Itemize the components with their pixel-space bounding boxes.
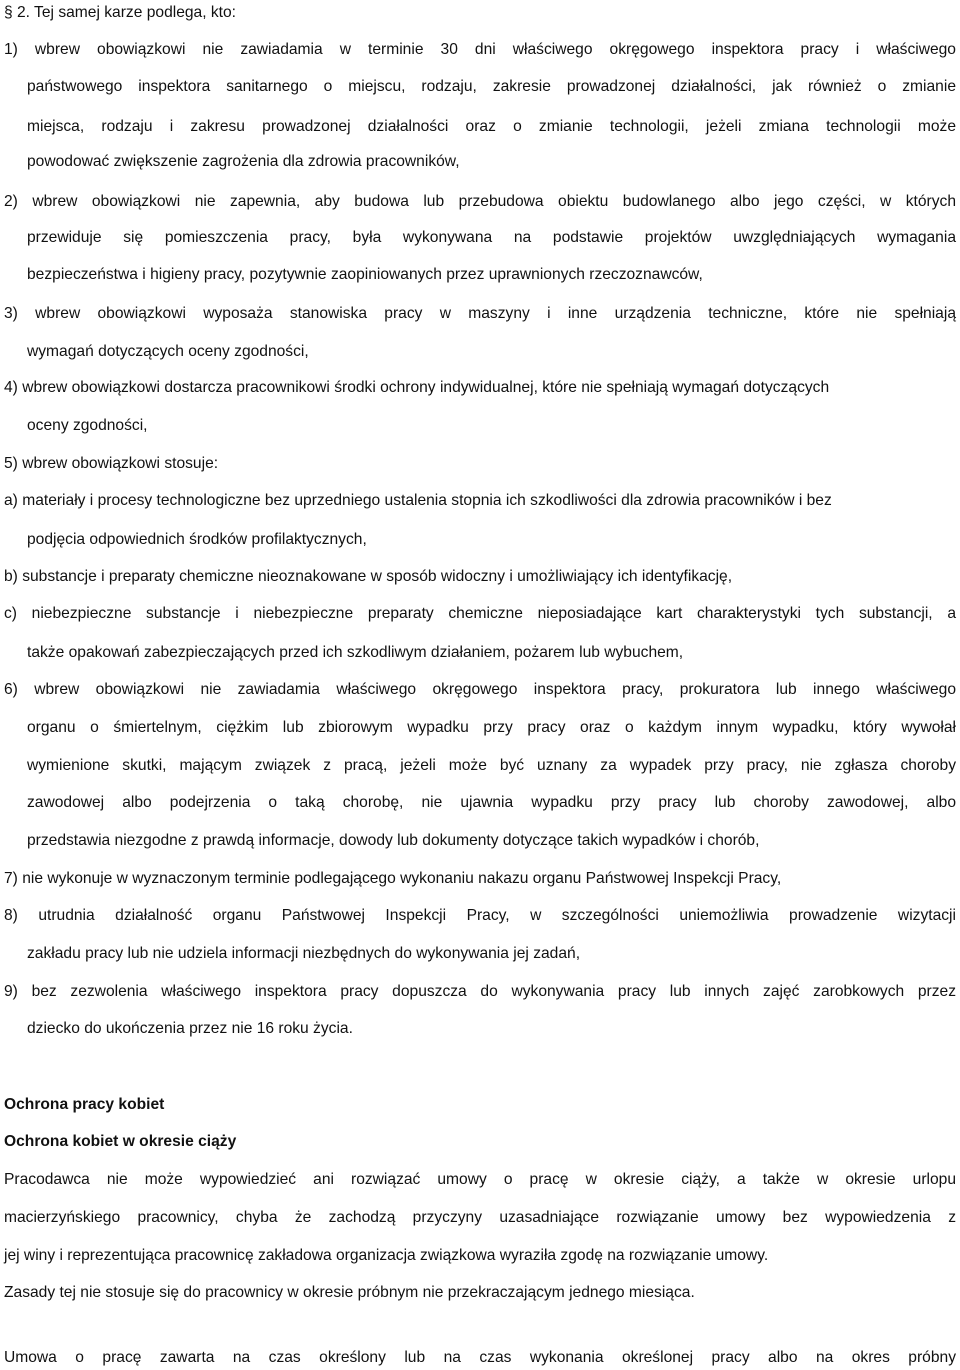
item-2-line-2: przewiduje się pomieszczenia pracy, była wykonywana na podstawie projektów uwzględniających wymagania: [27, 229, 956, 246]
item-4-line-1: 4) wbrew obowiązkowi dostarcza pracownikowi środki ochrony indywidualnej, które nie spełniają wymagań dotyczących: [4, 379, 830, 396]
subsection-title: Ochrona kobiet w okresie ciąży: [4, 1133, 237, 1150]
item-5c-line-1: c) niebezpieczne substancje i niebezpieczne preparaty chemiczne nieposiadające kart charakterystyki tych substancji, a: [4, 605, 956, 622]
paragraph-1-line-2: macierzyńskiego pracownicy, chyba że zachodzą przyczyny uzasadniające rozwiązanie umowy bez wypowiedzenia z: [4, 1209, 956, 1226]
item-1-line-1: 1) wbrew obowiązkowi nie zawiadamia w terminie 30 dni właściwego okręgowego inspektora pracy i właściwego: [4, 41, 956, 58]
item-3-line-2: wymagań dotyczących oceny zgodności,: [27, 343, 309, 360]
paragraph-3-line-1: Umowa o pracę zawarta na czas określony lub na czas wykonania określonej pracy albo na okres próbny: [4, 1349, 956, 1366]
item-3-line-1: 3) wbrew obowiązkowi wyposaża stanowiska pracy w maszyny i inne urządzenia techniczne, które nie spełniają: [4, 305, 956, 322]
item-5c-line-2: także opakowań zabezpieczających przed ich szkodliwym działaniem, pożarem lub wybuchem,: [27, 644, 684, 661]
item-6-line-1: 6) wbrew obowiązkowi nie zawiadamia właściwego okręgowego inspektora pracy, prokuratora lub innego właściwego: [4, 681, 956, 698]
item-2-line-1: 2) wbrew obowiązkowi nie zapewnia, aby budowa lub przebudowa obiektu budowlanego albo jego części, w których: [4, 193, 956, 210]
item-6-line-4: zawodowej albo podejrzenia o taką chorobę, nie ujawnia wypadku przy pracy lub choroby zawodowej, albo: [27, 794, 956, 811]
item-8-line-2: zakładu pracy lub nie udziela informacji niezbędnych do wykonywania jej zadań,: [27, 945, 581, 962]
item-2-line-3: bezpieczeństwa i higieny pracy, pozytywnie zaopiniowanych przez uprawnionych rzeczoznawców,: [27, 266, 703, 283]
item-9-line-1: 9) bez zezwolenia właściwego inspektora pracy dopuszcza do wykonywania pracy lub innych zajęć zarobkowych przez: [4, 983, 956, 1000]
item-8-line-1: 8) utrudnia działalność organu Państwowej Inspekcji Pracy, w szczególności uniemożliwia prowadzenie wizytacji: [4, 907, 956, 924]
paragraph-2: Zasady tej nie stosuje się do pracownicy w okresie próbnym nie przekraczającym jednego miesiąca.: [4, 1284, 695, 1301]
section-heading: § 2. Tej samej karze podlega, kto:: [4, 4, 237, 21]
paragraph-1-line-3: jej winy i reprezentująca pracownicę zakładowa organizacja związkowa wyraziła zgodę na rozwiązanie umowy.: [4, 1247, 769, 1264]
item-5b-line-1: b) substancje i preparaty chemiczne nieoznakowane w sposób widoczny i umożliwiający ich identyfikację,: [4, 568, 733, 585]
item-5a-line-2: podjęcia odpowiednich środków profilaktycznych,: [27, 531, 367, 548]
paragraph-1-line-1: Pracodawca nie może wypowiedzieć ani rozwiązać umowy o pracę w okresie ciąży, a także w okresie urlopu: [4, 1171, 956, 1188]
item-1-line-4: powodować zwiększenie zagrożenia dla zdrowia pracowników,: [27, 153, 460, 170]
item-1-line-2: państwowego inspektora sanitarnego o miejscu, rodzaju, zakresie prowadzonej działalności, jak również o zmianie: [27, 78, 956, 95]
item-7-line-1: 7) nie wykonuje w wyznaczonym terminie podlegającego wykonaniu nakazu organu Państwowej Inspekcji Pracy,: [4, 870, 782, 887]
item-1-line-3: miejsca, rodzaju i zakresu prowadzonej działalności oraz o zmianie technologii, jeżeli zmiana technologii może: [27, 118, 956, 135]
item-6-line-5: przedstawia niezgodne z prawdą informacje, dowody lub dokumenty dotyczące takich wypadków i chorób,: [27, 832, 760, 849]
item-6-line-2: organu o śmiertelnym, ciężkim lub zbiorowym wypadku przy pracy oraz o każdym innym wypadku, który wywołał: [27, 719, 956, 736]
section-title: Ochrona pracy kobiet: [4, 1096, 165, 1113]
item-4-line-2: oceny zgodności,: [27, 417, 148, 434]
item-6-line-3: wymienione skutki, mającym związek z pracą, jeżeli może być uznany za wypadek przy pracy, nie zgłasza choroby: [27, 757, 956, 774]
item-5-line-1: 5) wbrew obowiązkowi stosuje:: [4, 455, 219, 472]
item-5a-line-1: a) materiały i procesy technologiczne bez uprzedniego ustalenia stopnia ich szkodliwości dla zdrowia pracowników i bez: [4, 492, 832, 509]
item-9-line-2: dziecko do ukończenia przez nie 16 roku życia.: [27, 1020, 353, 1037]
